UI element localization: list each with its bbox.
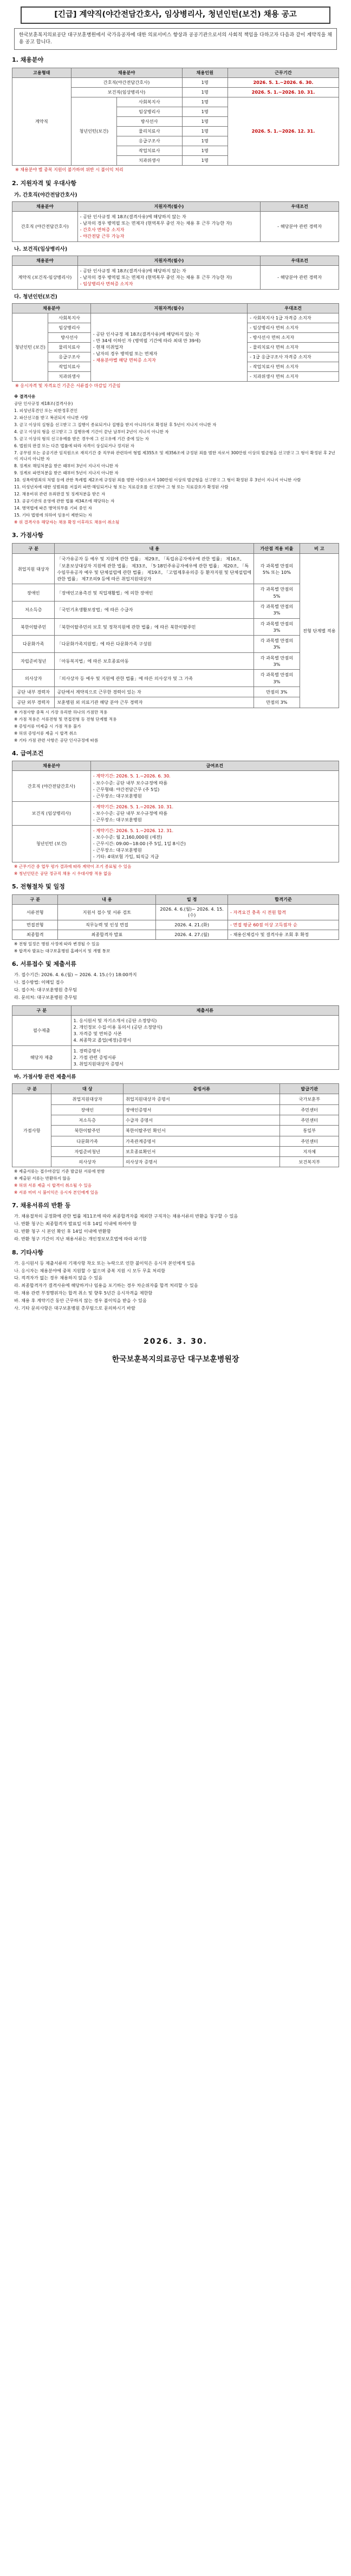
s6c-doc: 의사상자 증명서 bbox=[123, 1157, 280, 1167]
s6c-doc: 취업지원대상자 증명서 bbox=[123, 1094, 280, 1104]
s4-line: - 근무장소: 대구보훈병원 bbox=[93, 847, 142, 853]
notice-title: [긴급] 계약직(야간전담간호사, 임상병리사, 청년인턴(보건) 채용 공고 bbox=[21, 6, 330, 24]
s1-field: 방사선사 bbox=[116, 116, 182, 126]
s2a-req: - 남자의 경우 병역필 또는 면제자 (현역복무 중인 자는 채용 후 근무 가능한 자) bbox=[80, 220, 232, 226]
s5-content: 직무능력 및 인성 면접 bbox=[58, 920, 156, 930]
s2c-table bbox=[12, 303, 339, 382]
s3-content: 「국민기초생활보장법」에 따른 수급자 bbox=[55, 601, 254, 618]
th: 내 용 bbox=[55, 543, 254, 553]
s6-line: 가. 접수기간: 2026. 4. 6.(월) ~ 2026. 4. 15.(수) 18:00까지 bbox=[14, 972, 137, 978]
recruit-field-table bbox=[12, 68, 339, 166]
s4-field: 보건직 (임상병리사) bbox=[12, 801, 91, 825]
notice-line: 7. 공무원 또는 공공기관 임직원으로 재직기간 중 직무와 관련하여 형법 제355조 및 제356조에 규정된 죄를 범한 자로서 300만원 이상의 벌금형을 선고받고 그 형이 확정된 후 2년이 지나지 아니한 자 bbox=[14, 450, 335, 462]
s6c-target: 장애인 bbox=[51, 1104, 123, 1115]
s1-count: 1명 bbox=[182, 116, 227, 126]
s6-notes bbox=[14, 1168, 339, 1195]
issuing-organization: 한국보훈복지의료공단 대구보훈병원장 bbox=[112, 1355, 239, 1364]
s2c-field: 사회복지사 bbox=[48, 313, 90, 323]
s1-count: 1명 bbox=[182, 156, 227, 166]
s3-note-line: ※ 증빙서류 미제출 시 가점 적용 불가 bbox=[14, 723, 81, 729]
s4-note-line: ※ 청년인턴은 공단 정규직 채용 시 우대사항 적용 없음 bbox=[14, 871, 112, 877]
bonus-docs-table bbox=[12, 1083, 339, 1167]
s2a-req: - 야간전담 근무 가능자 bbox=[80, 233, 125, 239]
notice-line: 9. 징계로 파면처분을 받은 때부터 5년이 지나지 아니한 자 bbox=[14, 470, 119, 476]
s8-line: 나. 응시자는 채용분야에 중복 지원할 수 없으며 중복 지원 시 모두 무효 처리함 bbox=[14, 1267, 166, 1273]
s3-notes bbox=[14, 709, 339, 743]
th: 증빙서류 bbox=[123, 1084, 280, 1094]
s4-notes bbox=[14, 864, 339, 877]
s1-count: 1명 bbox=[182, 87, 227, 97]
s3-cat: 다문화가족 bbox=[12, 636, 55, 653]
s2c-common: - 남자의 경우 병역필 또는 면제자 bbox=[93, 351, 158, 357]
s2c-field: 물리치료사 bbox=[48, 343, 90, 352]
s6c-doc: 장애인증명서 bbox=[123, 1104, 280, 1115]
s6-doc: 2. 개인정보 수집·이용 동의서 (공단 소정양식) bbox=[73, 1024, 162, 1030]
th: 채용분야 bbox=[12, 256, 78, 265]
s4-line: - 보수수준: 월 2,160,000원 (세전) bbox=[93, 834, 162, 840]
th: 구 분 bbox=[12, 895, 58, 905]
th: 제출서류 bbox=[71, 1005, 339, 1015]
th-type: 고용형태 bbox=[12, 68, 72, 77]
th: 일 정 bbox=[156, 895, 228, 905]
s6c-org: 주민센터 bbox=[280, 1136, 339, 1146]
s1-count: 1명 bbox=[182, 146, 227, 156]
s3-note-line: ※ 가점 적용은 서류전형 및 면접전형 등 전형 단계별 적용 bbox=[14, 716, 117, 722]
s6c-org: 지자체 bbox=[280, 1146, 339, 1156]
s3-content: 「다문화가족지원법」에 따른 다문화가족 구성원 bbox=[55, 636, 254, 653]
s2c-group: 청년인턴 (보건) bbox=[12, 313, 48, 381]
th: 우대조건 bbox=[261, 256, 339, 265]
s4-field: 청년인턴 (보건) bbox=[12, 825, 91, 862]
notice-line: 5. 금고 이상의 형의 선고유예를 받은 경우에 그 선고유예 기간 중에 있는 자 bbox=[14, 436, 149, 442]
s8-line: 다. 적격자가 없는 경우 채용하지 않을 수 있음 bbox=[14, 1275, 103, 1281]
notice-line: 10. 성폭력범죄의 처벌 등에 관한 특례법 제2조에 규정된 죄를 범한 사람으로서 100만원 이상의 벌금형을 선고받고 그 형이 확정된 후 3년이 지나지 아니한 사람 bbox=[14, 478, 301, 483]
s1-period: 2026. 5. 1.~2026. 10. 31. bbox=[227, 87, 339, 97]
s2b-req: - 공단 인사규정 제 18조(결격사유)에 해당하지 않는 자 bbox=[80, 267, 186, 273]
s3-content: 「장애인고용촉진 및 직업재활법」에 의한 장애인 bbox=[55, 584, 254, 601]
s1-group-contract: 계약직 bbox=[12, 77, 72, 166]
s1-field: 치과위생사 bbox=[116, 156, 182, 166]
s6c-target: 자립준비청년 bbox=[51, 1146, 123, 1156]
s1-count: 1명 bbox=[182, 97, 227, 107]
s1-field: 임상병리사 bbox=[116, 107, 182, 116]
s6c-target: 의사상자 bbox=[51, 1157, 123, 1167]
s6c-doc: 수급자 증명서 bbox=[123, 1115, 280, 1125]
s6-cat: 해당자 제출 bbox=[12, 1046, 72, 1070]
th: 대 상 bbox=[51, 1084, 123, 1094]
s3-cat: 북한이탈주민 bbox=[12, 618, 55, 636]
s2a-title: 가. 간호직(야간전담간호사) bbox=[14, 192, 77, 198]
s2c-pref: - 작업치료사 면허 소지자 bbox=[248, 362, 339, 372]
s5-date: 2026. 4. 6.(월)~ 2026. 4. 15.(수) bbox=[156, 905, 228, 920]
s1-field: 응급구조사 bbox=[116, 136, 182, 146]
s7-line: 라. 반환 청구 기간이 지난 채용서류는 개인정보보호법에 따라 파기함 bbox=[14, 1235, 147, 1241]
th: 발급기관 bbox=[280, 1084, 339, 1094]
s2c-note: ※ 응시자격 및 자격요건 기준은 서류접수 마감일 기준임 bbox=[15, 383, 121, 389]
section-8-heading: 8. 기타사항 bbox=[12, 1248, 44, 1256]
th: 채용분야 bbox=[12, 303, 91, 313]
s6-line: 라. 문의처: 대구보훈병원 총무팀 bbox=[14, 994, 77, 1000]
s4-line: - 계약기간: 2026. 5. 1.~2026. 6. 30. bbox=[93, 773, 171, 779]
notice-line: 15. 기타 법령에 의하여 임용이 제한되는 자 bbox=[14, 513, 92, 518]
s6-doc: 3. 취업지원대상자 증명서 bbox=[73, 1061, 123, 1067]
s3-content: 「의사상자 등 예우 및 지원에 관한 법률」에 따른 의사상자 및 그 가족 bbox=[55, 670, 254, 687]
notice-line: 4. 금고 이상의 형을 선고받고 그 집행유예 기간이 끝난 날부터 2년이 지나지 아니한 자 bbox=[14, 429, 169, 435]
s7-line: 가. 채용절차의 공정화에 관한 법률 제11조에 따라 최종합격자를 제외한 구직자는 채용서류의 반환을 청구할 수 있음 bbox=[14, 1213, 238, 1219]
s2c-field: 응급구조사 bbox=[48, 352, 90, 362]
s1-count: 1명 bbox=[182, 107, 227, 116]
schedule-table bbox=[12, 894, 339, 940]
s6c-target: 다문화가족 bbox=[51, 1136, 123, 1146]
s3-rate: 만점의 3% bbox=[254, 687, 300, 697]
s1-field: 작업치료사 bbox=[116, 146, 182, 156]
s2c-field: 임상병리사 bbox=[48, 323, 90, 332]
s8-line: 마. 채용 관련 부정행위자는 합격 취소 및 향후 5년간 응시자격을 제한함 bbox=[14, 1290, 153, 1296]
s3-cat: 저소득층 bbox=[12, 601, 55, 618]
s3-content: 「국가유공자 등 예우 및 지원에 관한 법률」 제29조, 「독립유공자예우에 관한 법률」 제16조, 「보훈보상대상자 지원에 관한 법률」 제33조, 「5·18민주유공자예우에 관한 법률」 제20조, 「특수임무유공자 예우 및 단체설립에 관한 법률」 제19조, 「고엽제후유의증 등 환자지원 및 단체설립에 관한 법률」 제7조의9 등에 따른 취업지원대상자 bbox=[55, 554, 254, 584]
s4-line: - 계약기간: 2026. 5. 1.~2026. 10. 31. bbox=[93, 803, 174, 809]
s6-note-line: ※ 허위 서류 제출 시 합격이 취소될 수 있음 bbox=[14, 1183, 92, 1188]
s4-line: - 기타: 4대보험 가입, 퇴직금 지급 bbox=[93, 854, 159, 860]
s5-pass: - 면접 평균 60점 이상 고득점자 순 bbox=[227, 920, 339, 930]
s5-notes bbox=[14, 941, 339, 954]
s2c-common: - 현재 미취업자 bbox=[93, 344, 123, 350]
s5-note-line: ※ 전형 일정은 병원 사정에 따라 변경될 수 있음 bbox=[14, 942, 100, 947]
th-period: 근무기간 bbox=[227, 68, 339, 77]
s2c-pref: - 사회복지사 1급 자격증 소지자 bbox=[248, 313, 339, 323]
disqualification-list bbox=[14, 394, 339, 525]
s3-rate: 각 과목별 만점의 3% bbox=[254, 670, 300, 687]
s5-pass: - 자격요건 충족 시 전원 합격 bbox=[227, 905, 339, 920]
th-field: 채용분야 bbox=[71, 68, 182, 77]
s1-field: 물리치료사 bbox=[116, 126, 182, 136]
s1-group-intern: 청년인턴(보건) bbox=[71, 97, 116, 165]
s3-rate: 만점의 3% bbox=[254, 697, 300, 708]
th: 비 고 bbox=[300, 543, 339, 553]
th: 지원자격(필수) bbox=[77, 256, 261, 265]
s2b-title: 나. 보건직(임상병리사) bbox=[14, 246, 68, 252]
s6c-org: 주민센터 bbox=[280, 1104, 339, 1115]
s2a-table bbox=[12, 201, 339, 242]
s5-cat: 면접전형 bbox=[12, 920, 58, 930]
th: 급여조건 bbox=[90, 761, 339, 771]
s1-period-intern: 2026. 5. 1.~2026. 12. 31. bbox=[227, 97, 339, 165]
section-3-heading: 3. 가점사항 bbox=[12, 532, 44, 539]
s3-rate: 각 과목별 만점의 5% 또는 10% bbox=[254, 554, 300, 584]
notice-line: 6. 법원의 판결 또는 다른 법률에 따라 자격이 상실되거나 정지된 자 bbox=[14, 443, 135, 449]
s2a-req: - 공단 인사규정 제 18조(결격사유)에 해당하지 않는 자 bbox=[80, 213, 186, 219]
th: 합격기준 bbox=[227, 895, 339, 905]
s6-doc: 2. 가점 관련 증빙서류 bbox=[73, 1055, 116, 1061]
th: 내 용 bbox=[58, 895, 156, 905]
notice-line: 3. 금고 이상의 실형을 선고받고 그 집행이 종료되거나 집행을 받지 아니하기로 확정된 후 5년이 지나지 아니한 자 bbox=[14, 422, 217, 428]
documents-table bbox=[12, 1005, 339, 1070]
s6-cat: 필수제출 bbox=[12, 1015, 72, 1045]
s2c-pref: - 1급 응급구조사 자격증 소지자 bbox=[248, 352, 339, 362]
s3-rate: 각 과목별 만점의 3% bbox=[254, 636, 300, 653]
s8-line: 사. 기타 문의사항은 대구보훈병원 총무팀으로 문의하시기 바람 bbox=[14, 1305, 135, 1311]
s8-line: 라. 최종합격자가 결격사유에 해당하거나 임용을 포기하는 경우 차순위자를 합격 처리할 수 있음 bbox=[14, 1283, 198, 1289]
s1-field: 보건직(임상병리사) bbox=[71, 87, 182, 97]
s4-line: - 보수수준: 공단 내부 보수규정에 따름 bbox=[93, 810, 168, 816]
s6c-doc: 보호종료확인서 bbox=[123, 1146, 280, 1156]
s6c-org: 보건복지부 bbox=[280, 1157, 339, 1167]
s6c-org: 국가보훈부 bbox=[280, 1094, 339, 1104]
th-count: 채용인원 bbox=[182, 68, 227, 77]
s6-doc: 1. 응시원서 및 자기소개서 (공단 소정양식) bbox=[73, 1017, 157, 1023]
notice-line: 8. 징계로 해임처분을 받은 때부터 3년이 지나지 아니한 자 bbox=[14, 463, 119, 469]
s6-doc: 4. 최종학교 졸업(예정)증명서 bbox=[73, 1037, 131, 1043]
s3-content: 공단에서 계약직으로 근무한 경력이 있는 자 bbox=[55, 687, 254, 697]
s1-count: 1명 bbox=[182, 126, 227, 136]
s2c-title: 다. 청년인턴(보건) bbox=[14, 293, 57, 300]
s3-cat: 의사상자 bbox=[12, 670, 55, 687]
s3-cat: 장애인 bbox=[12, 584, 55, 601]
s2a-field: 간호직 (야간전담간호사) bbox=[12, 211, 78, 241]
notice-line: 1. 피성년후견인 또는 피한정후견인 bbox=[14, 408, 78, 414]
s3-content: 「아동복지법」에 따른 보호종료아동 bbox=[55, 652, 254, 670]
s3-content: 보훈병원 외 의료기관 해당 분야 근무 경력자 bbox=[55, 697, 254, 708]
s3-note: 전형 단계별 적용 bbox=[300, 554, 339, 708]
s1-count: 1명 bbox=[182, 77, 227, 87]
s4-line: - 보수수준: 공단 내부 보수규정에 따름 bbox=[93, 780, 168, 786]
s2c-field: 작업치료사 bbox=[48, 362, 90, 372]
notice-line: 2. 파산선고를 받고 복권되지 아니한 사람 bbox=[14, 415, 88, 421]
s2b-field: 계약직 (보건직-임상병리사) bbox=[12, 265, 78, 289]
intro-text: 한국보훈복지의료공단 대구보훈병원에서 국가유공자에 대한 의료서비스 향상과 공공기관으로서의 사회적 책임을 다하고자 다음과 같이 계약직을 채용 공고 합니다. bbox=[14, 28, 337, 50]
s6c-target: 취업지원대상자 bbox=[51, 1094, 123, 1104]
s2c-pref: - 방사선사 면허 소지자 bbox=[248, 332, 339, 342]
s3-cat: 공단 외부 경력자 bbox=[12, 697, 55, 708]
s8-line: 바. 채용 후 계약기간 동안 근무하지 않는 경우 불이익을 받을 수 있음 bbox=[14, 1298, 147, 1304]
s5-content: 지원서 접수 및 서류 검토 bbox=[58, 905, 156, 920]
notice-line: 11. 미성년자에 대한 성범죄를 저질러 파면·해임되거나 형 또는 치료감호를 선고받아 그 형 또는 치료감호가 확정된 사람 bbox=[14, 485, 229, 490]
section-1-heading: 1. 채용분야 bbox=[12, 56, 44, 63]
s3-rate: 각 과목별 만점의 3% bbox=[254, 618, 300, 636]
s2c-field: 방사선사 bbox=[48, 332, 90, 342]
th: 우대조건 bbox=[248, 303, 339, 313]
s4-note-line: ※ 근무기간 중 업무 평가 결과에 따라 계약이 조기 종료될 수 있음 bbox=[14, 864, 132, 869]
s7-line: 나. 반환 청구는 최종합격자 발표일 이후 14일 이내에 하여야 함 bbox=[14, 1221, 137, 1227]
s6c-doc: 가족관계증명서 bbox=[123, 1136, 280, 1146]
s8-line: 가. 응시원서 등 제출서류의 기재사항 착오 또는 누락으로 인한 불이익은 응시자 본인에게 있음 bbox=[14, 1260, 196, 1266]
s5-pass: - 채용신체검사 및 결격사유 조회 후 확정 bbox=[227, 930, 339, 940]
s3-note-line: ※ 가점사항 중복 시 가장 유리한 하나의 가점만 적용 bbox=[14, 709, 108, 715]
th: 우대조건 bbox=[261, 201, 339, 211]
s2b-req: - 남자의 경우 병역필 또는 면제자 (현역복무 중인 자는 채용 후 근무 가능한 자) bbox=[80, 274, 232, 280]
section-4-heading: 4. 급여조건 bbox=[12, 749, 44, 757]
section-5-heading: 5. 전형절차 및 일정 bbox=[12, 883, 65, 891]
s5-date: 2026. 4. 27.(월) bbox=[156, 930, 228, 940]
s6c-group: 가점사항 bbox=[12, 1094, 51, 1167]
s6-line: 나. 접수방법: 이메일 접수 bbox=[14, 979, 64, 985]
s6-line: 다. 접수처: 대구보훈병원 총무팀 bbox=[14, 986, 77, 992]
s5-date: 2026. 4. 21.(화) bbox=[156, 920, 228, 930]
notice-line: 14. 병역법에 따른 병역의무를 기피 중인 자 bbox=[14, 506, 92, 511]
notice-line: 13. 공공기관의 운영에 관한 법률 제34조에 해당하는 자 bbox=[14, 499, 115, 504]
s3-cat: 취업지원 대상자 bbox=[12, 554, 55, 584]
notice-title: ※ 결격사유 bbox=[14, 394, 36, 400]
s4-line: - 근무장소: 대구보훈병원 bbox=[93, 816, 142, 822]
s3-content: 「북한이탈주민의 보호 및 정착지원에 관한 법률」에 따른 북한이탈주민 bbox=[55, 618, 254, 636]
s2c-common: - 공단 인사규정 제 18조(결격사유)에 해당하지 않는 자 bbox=[93, 331, 199, 337]
notice-line: 12. 채용비위 관련 유죄판결 및 징계처분을 받은 자 bbox=[14, 492, 106, 497]
s2a-req: - 간호사 면허증 소지자 bbox=[80, 226, 125, 232]
s2b-table bbox=[12, 256, 339, 290]
s1-field: 간호직(야간전담간호사) bbox=[71, 77, 182, 87]
s4-line: - 근무시간: 09:00~18:00 (주 5일, 1일 8시간) bbox=[93, 841, 186, 847]
s2b-req: - 임상병리사 면허증 소지자 bbox=[80, 280, 133, 286]
section-7-heading: 7. 채용서류의 반환 등 bbox=[12, 1202, 71, 1209]
s2b-pref: - 해당분야 관련 경력자 bbox=[261, 265, 339, 289]
s1-note: ※ 채용분야 별 중복 지원이 불가하며 위반 시 불이익 처리 bbox=[15, 167, 123, 173]
s5-cat: 서류전형 bbox=[12, 905, 58, 920]
section-2-heading: 2. 지원자격 및 우대사항 bbox=[12, 179, 76, 187]
s2c-common: - 만 34세 이하인 자 (병역필 기간에 따라 최대 만 39세) bbox=[93, 337, 201, 343]
s6-note-line: ※ 제출된 서류는 반환하지 않음 bbox=[14, 1176, 71, 1181]
s1-field: 사회복지사 bbox=[116, 97, 182, 107]
s2c-pref: - 치과위생사 면허 소지자 bbox=[248, 372, 339, 382]
s3-rate: 각 과목별 만점의 5% bbox=[254, 584, 300, 601]
th: 채용분야 bbox=[12, 761, 91, 771]
s5-content: 최종합격자 발표 bbox=[58, 930, 156, 940]
s4-line: - 근무장소: 대구보훈병원 bbox=[93, 793, 142, 799]
s2c-pref: - 물리치료사 면허 소지자 bbox=[248, 343, 339, 352]
s4-field: 간호직 (야간전담간호사) bbox=[12, 771, 91, 801]
s8-lines bbox=[14, 1260, 339, 1312]
salary-table bbox=[12, 761, 339, 862]
s6-doc: 3. 자격증 및 면허증 사본 bbox=[73, 1030, 122, 1036]
s6-note-line: ※ 제출서류는 접수마감일 기준 발급된 서류에 한함 bbox=[14, 1169, 105, 1174]
s6c-title: 바. 가점사항 관련 제출서류 bbox=[14, 1074, 76, 1081]
s5-cat: 최종합격 bbox=[12, 930, 58, 940]
s2c-field: 치과위생사 bbox=[48, 372, 90, 382]
s6-doc: 1. 경력증명서 bbox=[73, 1048, 101, 1054]
s6c-target: 북한이탈주민 bbox=[51, 1126, 123, 1136]
s3-note-line: ※ 기타 가점 관련 사항은 공단 인사규정에 따름 bbox=[14, 737, 99, 743]
notice-tail: ※ 위 결격사유 해당자는 채용 확정 이후라도 채용이 취소됨 bbox=[14, 520, 120, 525]
th: 채용분야 bbox=[12, 201, 78, 211]
s1-count: 1명 bbox=[182, 136, 227, 146]
s7-line: 다. 반환 청구 시 본인 확인 후 14일 이내에 반환함 bbox=[14, 1228, 111, 1234]
s4-line: - 근무형태: 야간전담근무 (주 5일) bbox=[93, 786, 160, 792]
s6-lines bbox=[14, 972, 339, 1001]
s6c-org: 통일부 bbox=[280, 1126, 339, 1136]
th: 지원자격(필수) bbox=[77, 201, 261, 211]
th: 구 분 bbox=[12, 543, 55, 553]
s2c-pref: - 임상병리사 면허 소지자 bbox=[248, 323, 339, 332]
s3-cat: 공단 내부 경력자 bbox=[12, 687, 55, 697]
s1-period: 2026. 5. 1.~2026. 6. 30. bbox=[227, 77, 339, 87]
s2a-pref: - 해당분야 관련 경력자 bbox=[261, 211, 339, 241]
section-6-heading: 6. 서류접수 및 제출서류 bbox=[12, 960, 76, 968]
th: 구 분 bbox=[12, 1084, 51, 1094]
s2c-common: - 채용분야별 해당 면허증 소지자 bbox=[93, 357, 156, 363]
notice-line: 공단 인사규정 제18조(결격사유) bbox=[14, 401, 73, 407]
bonus-points-table bbox=[12, 543, 339, 708]
s7-lines bbox=[14, 1213, 339, 1243]
s3-rate: 각 과목별 만점의 3% bbox=[254, 652, 300, 670]
s3-cat: 자립준비청년 bbox=[12, 652, 55, 670]
th: 지원자격(필수) bbox=[90, 303, 247, 313]
th: 구 분 bbox=[12, 1005, 72, 1015]
s6c-org: 주민센터 bbox=[280, 1115, 339, 1125]
s6c-doc: 북한이탈주민 확인서 bbox=[123, 1126, 280, 1136]
s3-rate: 각 과목별 만점의 3% bbox=[254, 601, 300, 618]
th: 가산점 적용 비율 bbox=[254, 543, 300, 553]
s3-note-line: ※ 허위 증빙서류 제출 시 합격 취소 bbox=[14, 730, 77, 736]
s6-note-line: ※ 서류 미비 시 불이익은 응시자 본인에게 있음 bbox=[14, 1190, 99, 1195]
notice-date: 2026. 3. 30. bbox=[144, 1337, 207, 1346]
s4-line: - 계약기간: 2026. 5. 1.~2026. 12. 31. bbox=[93, 827, 174, 833]
s6c-target: 저소득층 bbox=[51, 1115, 123, 1125]
s5-note-line: ※ 합격자 발표는 대구보훈병원 홈페이지 및 개별 통보 bbox=[14, 949, 110, 954]
